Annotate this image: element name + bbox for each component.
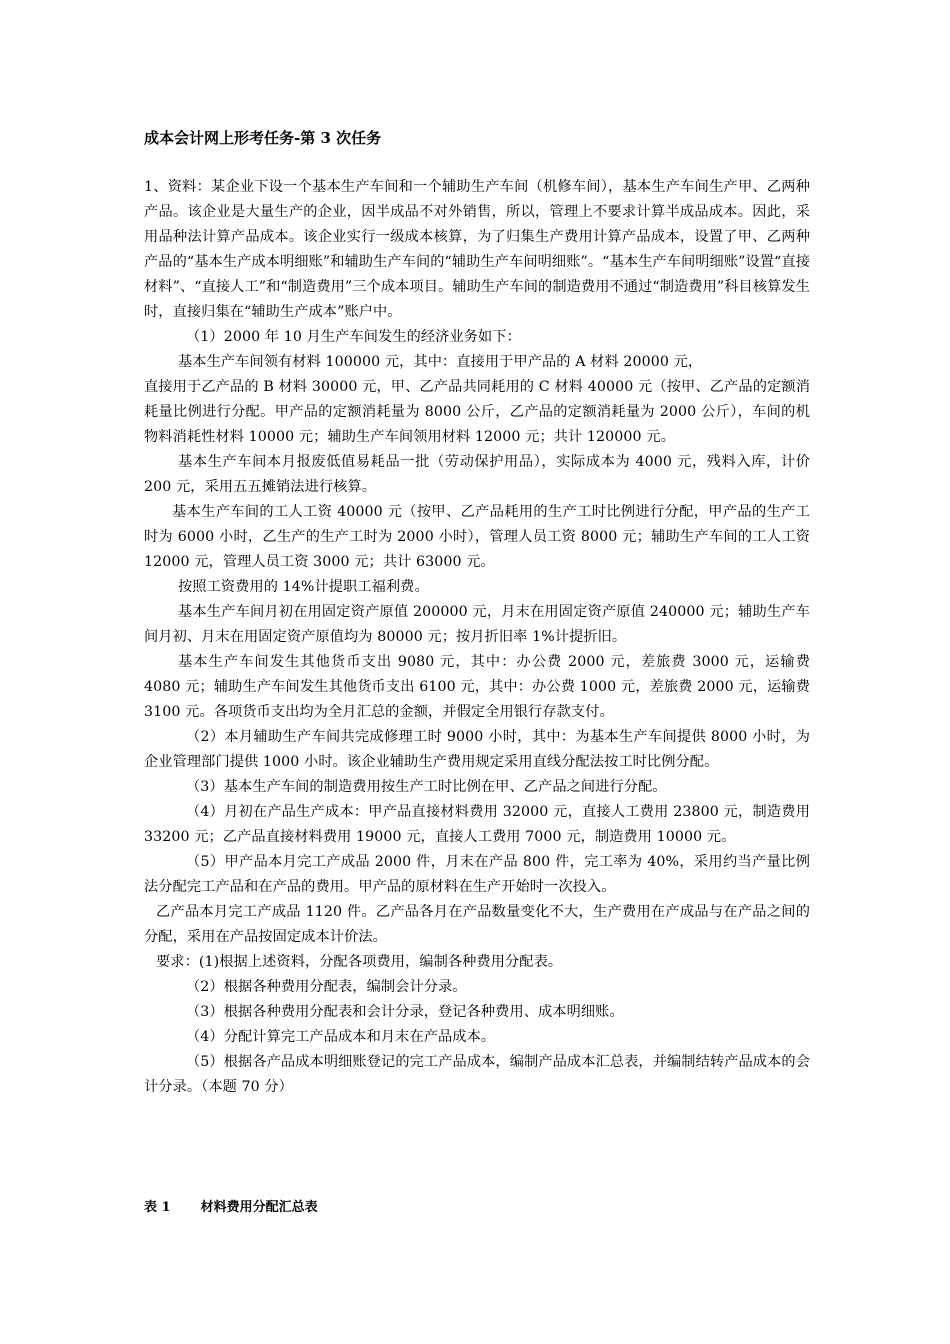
paragraph-materials-cont: 直接用于乙产品的 B 材料 30000 元，甲、乙产品共同耗用的 C 材料 40000 元（按甲、乙产品的定额消耗量比例进行分配。甲产品的定额消耗量为 8000 公斤，乙产品的定额消耗量为 2000 公斤），车间的机物料消耗性材料 10000 元；辅助生产车间领用材料 12000 元；共计 120000 元。 bbox=[144, 379, 810, 445]
paragraph-intro: 1、资料：某企业下设一个基本生产车间和一个辅助生产车间（机修车间），基本生产车间生产甲、乙两种产品。该企业是大量生产的企业，因半成品不对外销售，所以，管理上不要求计算半成品成本。因此，采用品种法计算产品成本。该企业实行一级成本核算，为了归集生产费用计算产品成本，设置了甲、乙两种产品的“基本生产成本明细账”和辅助生产车间的“辅助生产车间明细账”。“基本生产车间明细账”设置“直接材料”、“直接人工”和“制造费用”三个成本项目。辅助生产车间的制造费用不通过“制造费用”科目核算发生时，直接归集在“辅助生产成本”账户中。 bbox=[144, 179, 810, 320]
paragraph-materials: 基本生产车间领有材料 100000 元，其中：直接用于甲产品的 A 材料 20000 元， bbox=[178, 354, 703, 370]
document-title: 成本会计网上形考任务-第 3 次任务 bbox=[144, 129, 382, 147]
paragraph-welfare: 按照工资费用的 14%计提职工福利费。 bbox=[178, 579, 429, 595]
paragraph-product-b: 乙产品本月完工产成品 1120 件。乙产品各月在产品数量变化不大，生产费用在产成品与在产品之间的分配，采用在产品按固定成本计价法。 bbox=[144, 904, 810, 945]
paragraph-low-value: 基本生产车间本月报废低值易耗品一批（劳动保护用品），实际成本为 4000 元，残料入库，计价 200 元，采用五五摊销法进行核算。 bbox=[144, 454, 810, 495]
paragraph-requirement-3: （3）根据各种费用分配表和会计分录，登记各种费用、成本明细账。 bbox=[186, 1004, 624, 1020]
paragraph-other-expenses: 基本生产车间发生其他货币支出 9080 元，其中：办公费 2000 元，差旅费 3000 元，运输费 4080 元；辅助生产车间发生其他货币支出 6100 元，其中：办公费 1000 元，差旅费 2000 元，运输费 3100 元。各项货币支出均为全月汇总的金额，并假定全用银行存款支付。 bbox=[144, 654, 810, 720]
paragraph-requirement-1: 要求：(1)根据上述资料，分配各项费用，编制各种费用分配表。 bbox=[156, 954, 563, 970]
table-caption bbox=[144, 1199, 318, 1217]
table-caption-name: 材料费用分配汇总表 bbox=[200, 1200, 318, 1215]
paragraph-item-2: （2）本月辅助生产车间共完成修理工时 9000 小时，其中：为基本生产车间提供 8000 小时，为企业管理部门提供 1000 小时。该企业辅助生产费用规定采用直线分配法按工时比例分配。 bbox=[144, 729, 810, 770]
paragraph-item-1: （1）2000 年 10 月生产车间发生的经济业务如下： bbox=[186, 329, 521, 345]
paragraph-requirement-4: （4）分配计算完工产品成本和月末在产品成本。 bbox=[186, 1029, 496, 1045]
paragraph-requirement-2: （2）根据各种费用分配表，编制会计分录。 bbox=[186, 979, 467, 995]
paragraph-requirement-5: （5）根据各产品成本明细账登记的完工产品成本，编制产品成本汇总表，并编制结转产品成本的会计分录。（本题 70 分） bbox=[144, 1054, 810, 1095]
paragraph-depreciation: 基本生产车间月初在用固定资产原值 200000 元，月末在用固定资产原值 240000 元；辅助生产车间月初、月末在用固定资产原值均为 80000 元；按月折旧率 1%计提折旧。 bbox=[144, 604, 810, 645]
paragraph-item-4: （4）月初在产品生产成本：甲产品直接材料费用 32000 元，直接人工费用 23800 元，制造费用 33200 元；乙产品直接材料费用 19000 元，直接人工费用 7000 元，制造费用 10000 元。 bbox=[144, 804, 810, 845]
paragraph-item-3: （3）基本生产车间的制造费用按生产工时比例在甲、乙产品之间进行分配。 bbox=[186, 779, 667, 795]
paragraph-item-5: （5）甲产品本月完工产成品 2000 件，月末在产品 800 件，完工率为 40%，采用约当产量比例法分配完工产品和在产品的费用。甲产品的原材料在生产开始时一次投入。 bbox=[144, 854, 810, 895]
document-body bbox=[144, 175, 810, 1100]
table-caption-number: 表 1 bbox=[144, 1200, 171, 1215]
paragraph-wages: 基本生产车间的工人工资 40000 元（按甲、乙产品耗用的生产工时比例进行分配，甲产品的生产工时为 6000 小时，乙生产的生产工时为 2000 小时），管理人员工资 8000 元；辅助生产车间的工人工资 12000 元，管理人员工资 3000 元；共计 63000 元。 bbox=[144, 504, 810, 570]
